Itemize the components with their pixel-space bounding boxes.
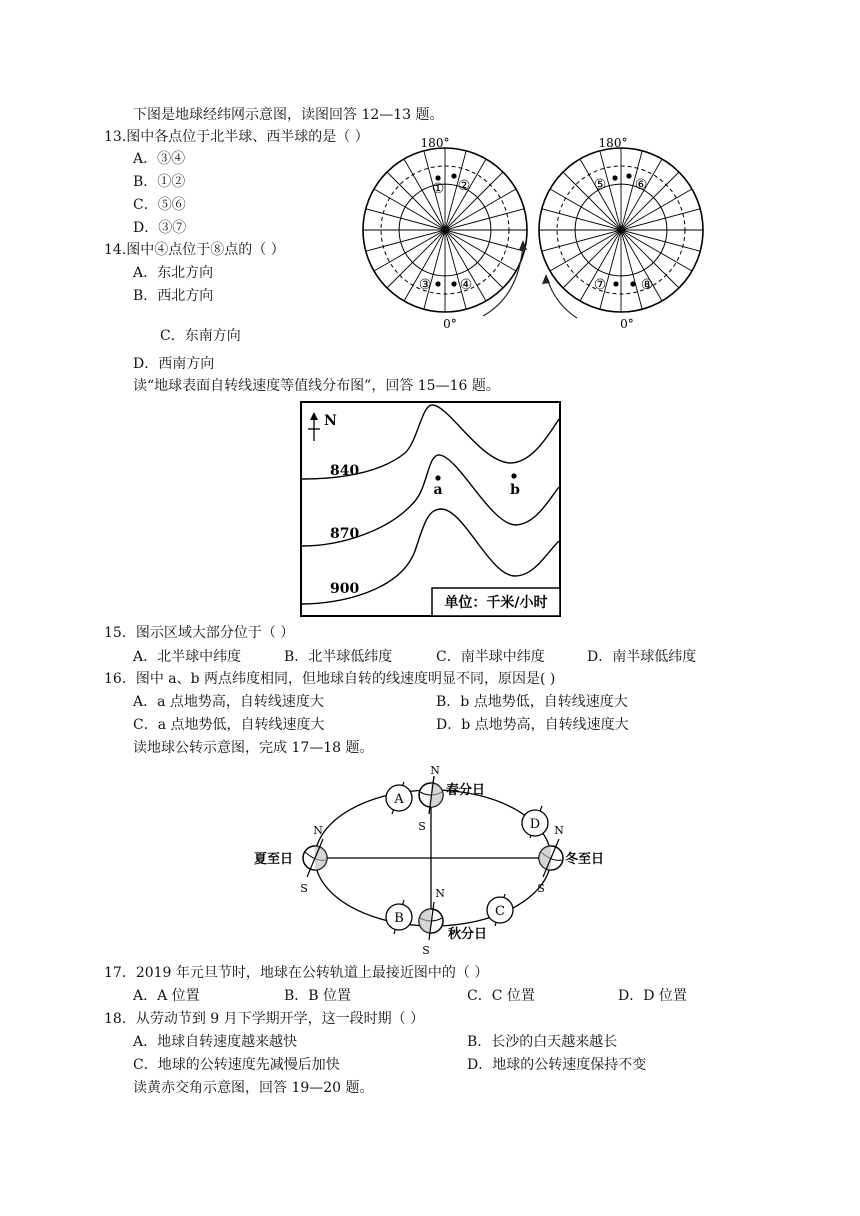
- intro-12-13: 下图是地球经纬网示意图，读图回答 12—13 题。: [133, 107, 444, 123]
- winter-n-label: N: [554, 824, 564, 837]
- svg-text:B: B: [394, 911, 404, 926]
- question-16-option-d: D．b 点地势高，自转线速度大: [436, 717, 629, 733]
- question-13-option-d: D．③⑦: [133, 220, 187, 236]
- isoline-900-label: 900: [330, 581, 360, 597]
- point-6-dot: [626, 173, 631, 178]
- question-16-option-b: B．b 点地势低，自转线速度大: [436, 694, 628, 710]
- question-15-option-d: D．南半球低纬度: [587, 649, 697, 665]
- point-7-label: ⑦: [593, 277, 607, 293]
- question-18-option-c: C．地球的公转速度先减慢后加快: [133, 1057, 340, 1073]
- right-globe: [539, 148, 703, 312]
- intro-15-16: 读“地球表面自转线速度等值线分布图”，回答 15—16 题。: [133, 378, 500, 394]
- intro-17-18: 读地球公转示意图，完成 17—18 题。: [133, 740, 374, 756]
- point-3-dot: [435, 281, 440, 286]
- summer-s-label: S: [300, 882, 308, 895]
- summer-n-label: N: [313, 824, 323, 837]
- autumn-equinox-label: 秋分日: [448, 927, 488, 942]
- point-8-label: ⑧: [640, 277, 654, 293]
- right-arrowhead-icon: [542, 274, 550, 284]
- svg-text:A: A: [394, 792, 404, 807]
- question-14-option-a: A．东北方向: [133, 265, 214, 281]
- position-c: [487, 894, 513, 926]
- question-17-option-b: B．B 位置: [284, 988, 352, 1004]
- question-13-option-c: C．⑤⑥: [133, 197, 186, 213]
- point-1-dot: [435, 175, 440, 180]
- polar-graticule-figure: [355, 132, 715, 332]
- question-18-option-b: B．长沙的白天越来越长: [467, 1034, 618, 1050]
- question-15-option-a: A．北半球中纬度: [133, 649, 242, 665]
- position-b: [386, 900, 412, 934]
- point-4-dot: [451, 281, 456, 286]
- svg-text:D: D: [529, 817, 541, 832]
- summer-solstice-label: 夏至日: [254, 852, 294, 867]
- point-a-dot: [435, 475, 440, 480]
- point-7-dot: [613, 281, 618, 286]
- point-2-dot: [451, 173, 456, 178]
- point-a-label: a: [433, 482, 443, 498]
- question-13-stem: 13.图中各点位于北半球、西半球的是（ ）: [104, 129, 369, 145]
- left-180-label: 180°: [420, 136, 450, 150]
- svg-text:C: C: [495, 904, 505, 919]
- position-d: [522, 806, 548, 838]
- point-5-label: ⑤: [593, 177, 607, 193]
- winter-solstice-label: 冬至日: [565, 852, 605, 867]
- isoline-840-label: 840: [330, 463, 360, 479]
- left-globe: [363, 148, 527, 312]
- question-14-option-d: D．西南方向: [133, 356, 215, 372]
- question-14-option-c: C．东南方向: [160, 328, 241, 344]
- point-8-dot: [630, 281, 635, 286]
- question-14-stem: 14.图中④点位于⑧点的（ ）: [104, 242, 285, 258]
- point-b-dot: [511, 473, 516, 478]
- point-5-dot: [612, 175, 617, 180]
- spring-n-label: N: [430, 764, 440, 777]
- question-16-option-c: C．a 点地势低，自转线速度大: [133, 717, 325, 733]
- question-15-option-c: C．南半球中纬度: [436, 649, 545, 665]
- point-3-label: ③: [418, 277, 432, 293]
- winter-s-label: S: [537, 882, 545, 895]
- question-13-option-a: A．③④: [133, 151, 186, 167]
- question-17-stem: 17．2019 年元旦节时，地球在公转轨道上最接近图中的（ ）: [104, 965, 489, 981]
- right-0-label: 0°: [620, 317, 634, 331]
- right-180-label: 180°: [598, 136, 628, 150]
- left-0-label: 0°: [443, 317, 457, 331]
- point-b-label: b: [510, 482, 520, 498]
- autumn-s-label: S: [422, 944, 430, 957]
- question-17-option-a: A．A 位置: [133, 988, 200, 1004]
- question-17-option-c: C．C 位置: [467, 988, 535, 1004]
- unit-label: 单位：千米/小时: [444, 595, 548, 611]
- question-18-option-a: A．地球自转速度越来越快: [133, 1034, 298, 1050]
- isoline-870-label: 870: [330, 526, 360, 542]
- isoline-figure: [300, 401, 561, 617]
- spring-s-label: S: [418, 820, 426, 833]
- question-13-option-b: B．①②: [133, 174, 186, 190]
- point-4-label: ④: [459, 277, 473, 293]
- spring-equinox-label: 春分日: [446, 783, 486, 798]
- orbit-figure: [250, 762, 620, 957]
- earth-summer-solstice: [303, 839, 327, 877]
- question-16-option-a: A．a 点地势高，自转线速度大: [133, 694, 324, 710]
- question-15-option-b: B．北半球低纬度: [284, 649, 393, 665]
- earth-winter-solstice: [539, 839, 563, 877]
- point-6-label: ⑥: [634, 177, 648, 193]
- point-1-label: ①: [431, 181, 445, 197]
- autumn-n-label: N: [435, 887, 445, 900]
- question-14-option-b: B．西北方向: [133, 288, 214, 304]
- point-2-label: ②: [457, 178, 471, 194]
- question-15-stem: 15．图示区域大部分位于（ ）: [104, 625, 295, 641]
- question-18-option-d: D．地球的公转速度保持不变: [467, 1057, 647, 1073]
- question-18-stem: 18．从劳动节到 9 月下学期开学，这一段时期（ ）: [104, 1011, 425, 1027]
- north-label: N: [324, 413, 337, 429]
- intro-19-20: 读黄赤交角示意图，回答 19—20 题。: [133, 1080, 374, 1096]
- question-16-stem: 16．图中 a、b 两点纬度相同，但地球自转的线速度明显不同，原因是( ): [104, 671, 556, 687]
- question-17-option-d: D．D 位置: [618, 988, 687, 1004]
- position-a: [386, 782, 412, 814]
